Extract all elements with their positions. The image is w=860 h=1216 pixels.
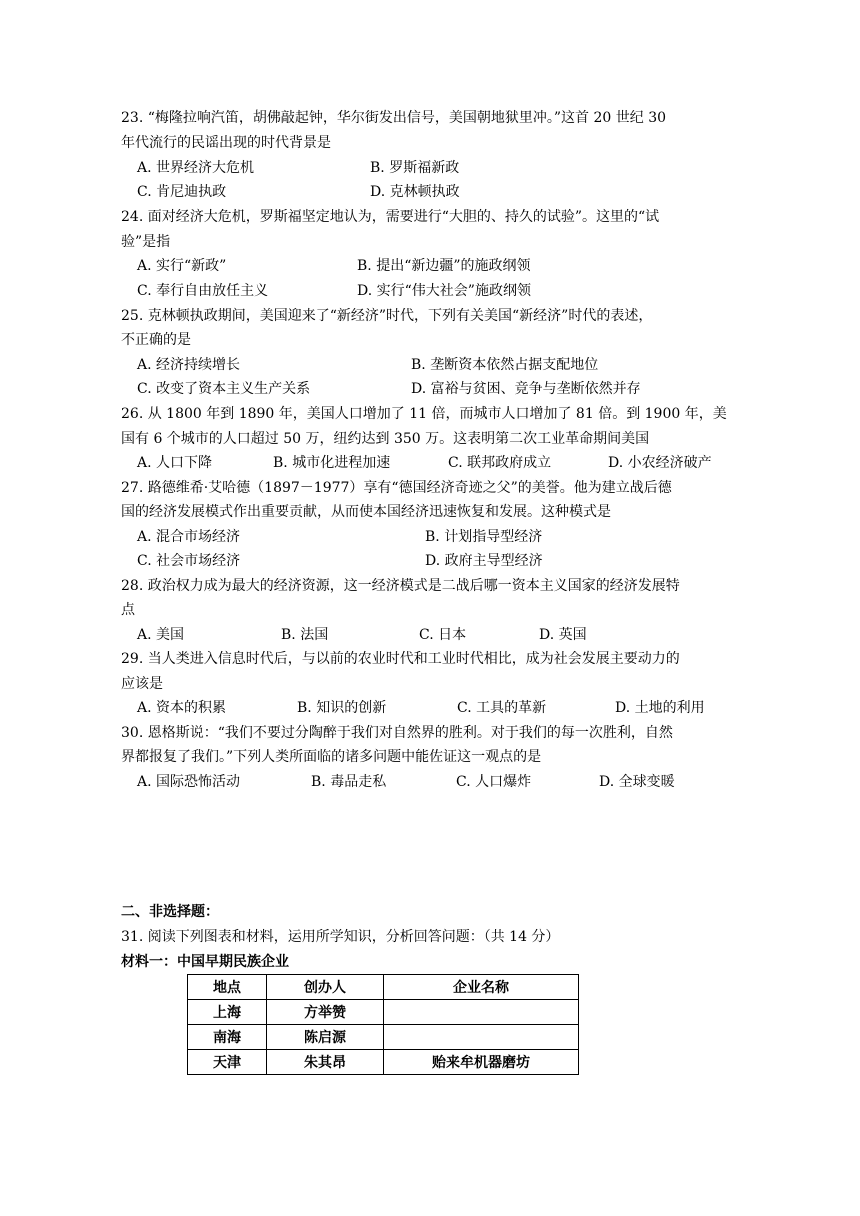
q27-stem-line1: 27. 路德维希·艾哈德（1897－1977）享有“德国经济奇迹之父”的美誉。他为建立战后德: [121, 480, 672, 496]
q23-option-c: C. 肯尼迪执政: [137, 184, 227, 200]
q24-stem-line2: 验”是指: [121, 234, 171, 250]
q27-options-row2: [137, 549, 741, 573]
header-founder: 创办人: [267, 975, 384, 1000]
q30-option-b: B. 毒品走私: [311, 774, 387, 790]
cell-founder: 朱其昂: [267, 1050, 384, 1075]
cell-enterprise-name: [384, 1025, 579, 1050]
q31-stem: 31. 阅读下列图表和材料，运用所学知识，分析回答问题：（共 14 分）: [121, 929, 560, 945]
table-row: [188, 1050, 579, 1075]
q24-stem-line1: 24. 面对经济大危机，罗斯福坚定地认为，需要进行“大胆的、持久的试验”。这里的“试: [121, 209, 660, 225]
q23-options-row2: [137, 180, 741, 204]
q30-stem-line2: 界都报复了我们。”下列人类所面临的诸多问题中能佐证这一观点的是: [121, 749, 542, 765]
cell-enterprise-name: 贻来牟机器磨坊: [384, 1050, 579, 1075]
q24-option-d: D. 实行“伟大社会”施政纲领: [357, 283, 531, 299]
q28-option-b: B. 法国: [281, 627, 329, 643]
q29-options-row: [137, 696, 741, 720]
cell-enterprise-name: [384, 1000, 579, 1025]
q29-option-a: A. 资本的积累: [137, 700, 227, 716]
q24-options-row2: [137, 279, 741, 303]
q23-option-a: A. 世界经济大危机: [137, 160, 255, 176]
q23-options-row1: [137, 156, 741, 180]
q25-options-row2: [137, 377, 741, 401]
q28-stem-line2: 点: [121, 602, 135, 618]
q25-options-row1: [137, 353, 741, 377]
q23-option-b: B. 罗斯福新政: [370, 160, 460, 176]
table-header-row: [188, 975, 579, 1000]
q25-option-d: D. 富裕与贫困、竞争与垄断依然并存: [411, 381, 641, 397]
q27-stem-line2: 国的经济发展模式作出重要贡献，从而使本国经济迅速恢复和发展。这种模式是: [121, 504, 611, 520]
section2-heading: 二、非选择题：: [121, 904, 219, 920]
q26-option-a: A. 人口下降: [137, 455, 213, 471]
header-enterprise-name: 企业名称: [384, 975, 579, 1000]
q28-options-row: [137, 623, 741, 647]
q26-stem-line2: 国有 6 个城市的人口超过 50 万，纽约达到 350 万。这表明第二次工业革命期间美国: [121, 431, 650, 447]
q30-option-a: A. 国际恐怖活动: [137, 774, 241, 790]
q25-stem-line2: 不正确的是: [121, 332, 191, 348]
enterprise-table: [187, 974, 579, 1075]
q29-stem-line2: 应该是: [121, 676, 163, 692]
q27-options-row1: [137, 525, 741, 549]
q24-option-b: B. 提出“新边疆”的施政纲领: [357, 258, 531, 274]
q29-option-b: B. 知识的创新: [297, 700, 387, 716]
cell-founder: 方举赞: [267, 1000, 384, 1025]
q26-option-b: B. 城市化进程加速: [273, 455, 391, 471]
header-location: 地点: [188, 975, 267, 1000]
table-row: [188, 1025, 579, 1050]
cell-founder: 陈启源: [267, 1025, 384, 1050]
q23-stem-line2: 年代流行的民谣出现的时代背景是: [121, 135, 331, 151]
q30-options-row: [137, 770, 741, 794]
q27-option-b: B. 计划指导型经济: [425, 529, 543, 545]
table-row: [188, 1000, 579, 1025]
q25-option-c: C. 改变了资本主义生产关系: [137, 381, 311, 397]
q25-option-b: B. 垄断资本依然占据支配地位: [411, 357, 599, 373]
q29-option-d: D. 土地的利用: [615, 700, 705, 716]
q27-option-c: C. 社会市场经济: [137, 553, 241, 569]
q30-stem-line1: 30. 恩格斯说：“我们不要过分陶醉于我们对自然界的胜利。对于我们的每一次胜利，自然: [121, 725, 673, 741]
material1-title: 材料一：中国早期民族企业: [121, 954, 289, 970]
q24-options-row1: [137, 254, 741, 278]
cell-location: 南海: [188, 1025, 267, 1050]
q27-option-d: D. 政府主导型经济: [425, 553, 543, 569]
q28-stem-line1: 28. 政治权力成为最大的经济资源，这一经济模式是二战后哪一资本主义国家的经济发展特: [121, 578, 680, 594]
q26-option-d: D. 小农经济破产: [608, 455, 712, 471]
q28-option-a: A. 美国: [137, 627, 185, 643]
q25-option-a: A. 经济持续增长: [137, 357, 241, 373]
q23-stem-line1: 23. “梅隆拉响汽笛，胡佛敲起钟，华尔街发出信号，美国朝地狱里冲。”这首 20 世纪 30: [121, 110, 667, 126]
q30-option-d: D. 全球变暖: [599, 774, 675, 790]
q29-stem-line1: 29. 当人类进入信息时代后，与以前的农业时代和工业时代相比，成为社会发展主要动力的: [121, 651, 680, 667]
q24-option-a: A. 实行“新政”: [137, 258, 227, 274]
q30-option-c: C. 人口爆炸: [456, 774, 532, 790]
q23-option-d: D. 克林顿执政: [370, 184, 460, 200]
q28-option-c: C. 日本: [419, 627, 467, 643]
cell-location: 上海: [188, 1000, 267, 1025]
cell-location: 天津: [188, 1050, 267, 1075]
q27-option-a: A. 混合市场经济: [137, 529, 241, 545]
q26-stem-line1: 26. 从 1800 年到 1890 年，美国人口增加了 11 倍，而城市人口增加了 81 倍。到 1900 年，美: [121, 406, 727, 422]
q25-stem-line1: 25. 克林顿执政期间，美国迎来了“新经济”时代，下列有关美国“新经济”时代的表述，: [121, 308, 653, 324]
q26-option-c: C. 联邦政府成立: [448, 455, 552, 471]
q26-options-row: [137, 451, 741, 475]
q28-option-d: D. 英国: [539, 627, 587, 643]
q29-option-c: C. 工具的革新: [457, 700, 547, 716]
q24-option-c: C. 奉行自由放任主义: [137, 283, 269, 299]
